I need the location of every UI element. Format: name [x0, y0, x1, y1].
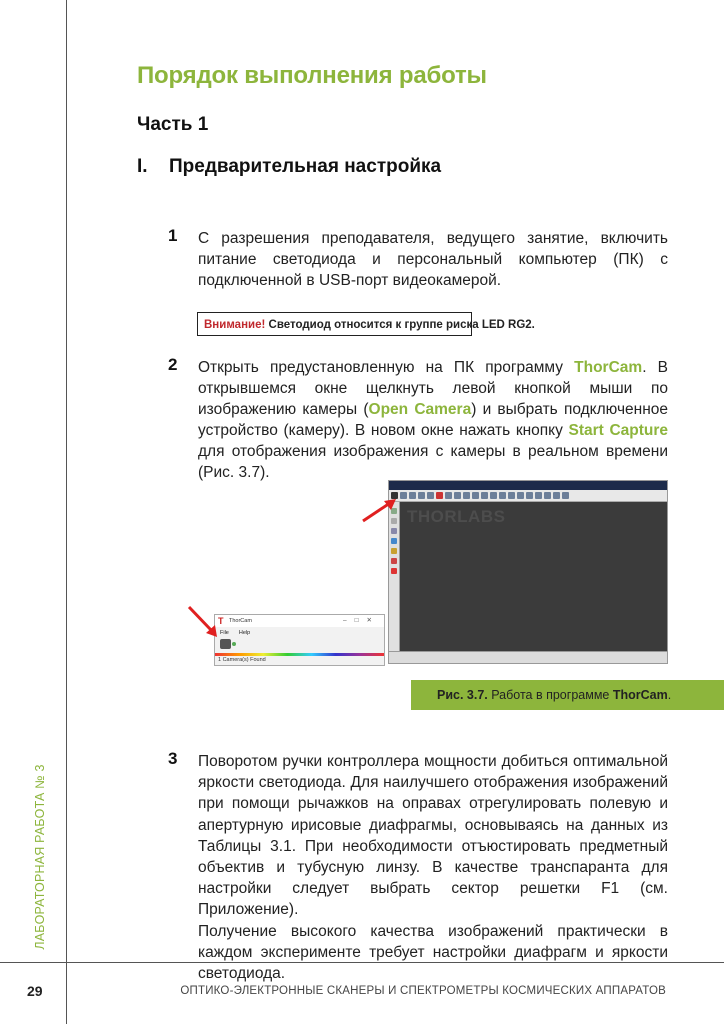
figure-caption: Рис. 3.7. Работа в программе ThorCam. [411, 680, 724, 710]
warning-text: Светодиод относится к группе риска LED RG2. [265, 319, 535, 331]
section-number: I. [137, 156, 148, 177]
dialog-title: ThorCam [229, 618, 252, 624]
thorlabs-watermark: THORLABS [407, 507, 506, 526]
page-title: Порядок выполнения работы [137, 62, 487, 89]
page-number: 29 [27, 983, 43, 999]
thorlabs-logo-icon: T [218, 616, 224, 626]
open-camera-icon [220, 639, 231, 649]
step-3-note: Получение высокого качества изображений практически в каждом эксперименте требует настройки диафрагм и яркости светодиода. [198, 922, 668, 983]
step-2-number: 2 [168, 355, 178, 374]
step-1-number: 1 [168, 226, 178, 245]
warning-label: Внимание! [204, 319, 266, 331]
dialog-menu [220, 630, 260, 636]
arrow-pointer-icon [186, 604, 222, 640]
dialog-titlebar [215, 615, 384, 627]
spectrum-bar [215, 653, 384, 656]
step-1-text: С разрешения преподавателя, ведущего занятие, включить питание светодиода и персональный компьютер (ПК) с подключенной в USB-порт видеокамерой. [198, 230, 668, 289]
step-3-text: Поворотом ручки контроллера мощности добиться оптимальной яркости светодиода. Для наилучшего отображения изображений при помощи рычажков на оправах отрегулировать полевую и апертурную ирисовые диафрагмы, основываясь на данных из Таблицы 3.1. При необходимости отъюстировать предметный объектив и тубусную линзу. В качестве транспаранта для настройки следует выбрать сектор решетки F1 (см. Приложение). Получение высокого качества изображений практически в каждом эксперименте требует настройки диафрагм и яркости светодиода. [198, 751, 668, 984]
part-heading: Часть 1 [137, 114, 209, 135]
window-tool-sidebar [389, 502, 400, 652]
warning-box [197, 312, 535, 336]
start-capture-term: Start Capture [568, 422, 669, 439]
step-2-text: Открыть предустановленную на ПК программу ThorCam. В открывшемся окне щелкнуть левой кнопкой мыши по изображению камеры (Open Camera) и выбрать подключенное устройство (камеру). В новом окне нажать кнопку Start Capture для отображения изображения с камеры в реальном времени (Рис. 3.7). [198, 359, 669, 481]
arrow-pointer-icon [360, 496, 400, 524]
dialog-status: 1 Camera(s) Found [218, 657, 266, 663]
open-camera-term: Open Camera [368, 401, 472, 418]
book-title-footer: ОПТИКО-ЭЛЕКТРОННЫЕ СКАНЕРЫ И СПЕКТРОМЕТРЫ КОСМИЧЕСКИХ АППАРАТОВ [180, 985, 666, 997]
window-controls-icon: –□✕ [343, 617, 380, 624]
section-title: Предварительная настройка [169, 156, 442, 177]
window-titlebar [389, 481, 667, 490]
left-margin-rule [66, 0, 67, 1024]
thorcam-main-window-screenshot [388, 480, 668, 664]
side-running-header: ЛАБОРАТОРНАЯ РАБОТА № 3 [33, 764, 47, 950]
menu-file: File [220, 630, 229, 636]
window-toolbar [389, 490, 667, 502]
figure-program: ThorCam [612, 688, 668, 702]
window-status-bar [389, 651, 667, 663]
figure-number: Рис. 3.7. [437, 688, 488, 702]
section-heading [137, 156, 441, 178]
program-name: ThorCam [574, 359, 643, 376]
step-3-number: 3 [168, 749, 178, 768]
menu-help: Help [238, 630, 251, 636]
thorcam-dialog-screenshot [214, 614, 385, 666]
